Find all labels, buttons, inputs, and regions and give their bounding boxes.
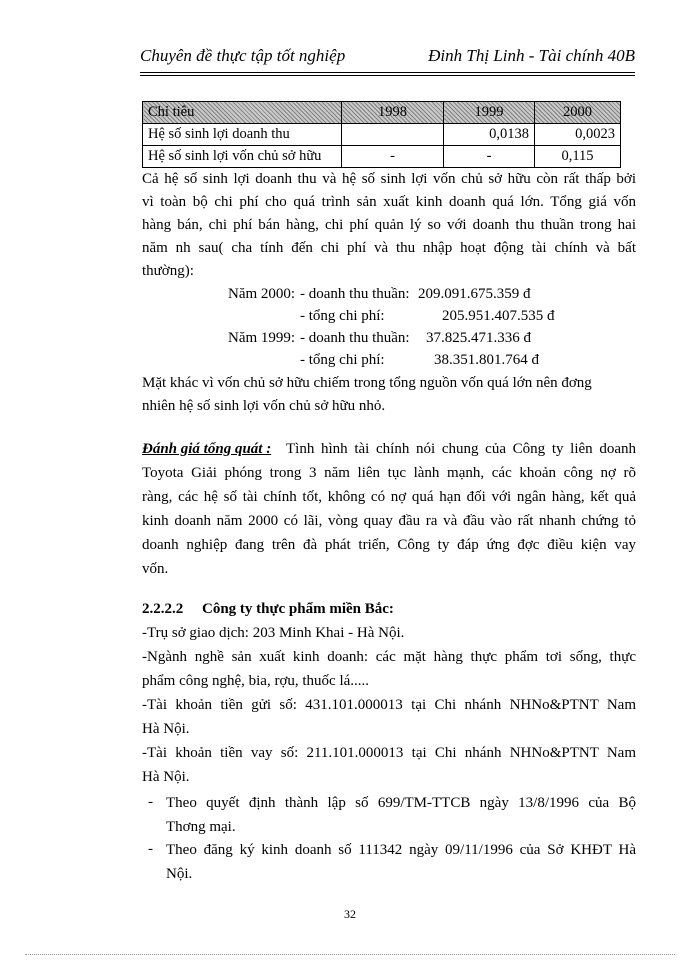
bullet-line: Theo quyết định thành lập số 699/TM-TTCB ngày 13/8/1996 của Bộ [166,795,636,811]
table-header-cell: 1999 [444,102,535,124]
table-cell: 0,0138 [444,124,535,146]
bullet-line: Nội. [166,866,193,882]
table-cell: Hệ số sinh lợi doanh thu [143,124,342,146]
paragraph-line: nhiên hệ số sinh lợi vốn chủ sở hữu nhỏ. [142,398,386,414]
table-cell: - [444,146,535,168]
figure-prefix: Năm 2000: [228,286,296,302]
table-cell [342,124,444,146]
figure-value: 38.351.801.764 đ [434,352,539,368]
figure-prefix: Năm 1999: [228,330,296,346]
table-cell: 0,0023 [535,124,621,146]
paragraph-line: hàng bán, chi phí bán hàng, chi phí quản lý so với doanh thu thuần trong hai [142,217,636,233]
paragraph-line: Cả hệ số sinh lợi doanh thu và hệ số sinh lợi vốn chủ sở hữu còn rất thấp bởi [142,171,636,187]
header-rule [140,72,635,73]
bullet-line: Thơng mại. [166,819,236,835]
ratio-table [142,101,621,168]
header-rule-secondary [140,75,635,76]
section-title: Công ty thực phẩm miền Bắc: [202,601,394,617]
page-number: 32 [344,907,356,921]
table-header-row [143,102,621,124]
paragraph-line: vốn. [142,561,169,577]
header-title: Chuyên đề thực tập tốt nghiệp [140,46,346,65]
bullet-dash: - [148,841,153,857]
info-line: phẩm công nghệ, bia, rợu, thuốc lá..... [142,673,370,689]
info-line: -Tài khoản tiền gửi số: 431.101.000013 tại Chi nhánh NHNo&PTNT Nam [142,697,636,713]
table-header-cell: 2000 [535,102,621,124]
paragraph-line: vì toàn bộ chi phí cho quá trình sản xuất kinh doanh quá lớn. Tổng giá vốn [142,194,636,210]
paragraph-line: Tình hình tài chính nói chung của Công ty liên doanh [286,441,636,457]
paragraph-line: doanh nghiệp đang trên đà phát triển, Công ty đáp ứng đợc điều kiện vay [142,537,636,553]
figure-label: - tổng chi phí: [300,352,385,368]
page-header [140,40,635,76]
table-row [143,124,621,146]
bullet-dash: - [148,794,153,810]
assessment-heading: Đánh giá tổng quát : [142,441,272,457]
table-cell: Hệ số sinh lợi vốn chủ sở hữu [143,146,342,168]
bullet-line: Theo đăng ký kinh doanh số 111342 ngày 09/11/1996 của Sở KHĐT Hà [166,842,636,858]
info-line: -Trụ sở giao dịch: 203 Minh Khai - Hà Nội. [142,625,405,641]
info-line: Hà Nội. [142,769,190,785]
paragraph-line: ràng, các hệ số tài chính tốt, không có nợ quá hạn đối với ngân hàng, kết quả [142,489,636,505]
info-line: -Ngành nghề sản xuất kinh doanh: các mặt hàng thực phẩm tơi sống, thực [142,649,636,665]
figure-label: - tổng chi phí: [300,308,385,324]
paragraph-line: Toyota Giải phóng trong 3 năm liên tục lành mạnh, các khoản công nợ rõ [142,465,636,481]
paragraph-line: thường): [142,263,194,279]
info-line: Hà Nội. [142,721,190,737]
table-header-cell: Chỉ tiêu [143,102,342,124]
table-row [143,146,621,168]
paragraph-line: năm nh sau( cha tính đến chi phí và thu nhập hoạt động tài chính và bất [142,240,636,256]
table-cell: - [342,146,444,168]
table-header-cell: 1998 [342,102,444,124]
assessment-label [142,441,271,458]
figure-label: - doanh thu thuần: [300,330,410,346]
figure-value: 37.825.471.336 đ [426,330,531,346]
info-line: -Tài khoản tiền vay số: 211.101.000013 tại Chi nhánh NHNo&PTNT Nam [142,745,636,761]
header-author: Đinh Thị Linh - Tài chính 40B [428,46,635,65]
paragraph-line: kinh doanh năm 2000 có lãi, vòng quay đầu ra và đầu vào rất nhanh chứng tỏ [142,513,636,529]
figure-value: 209.091.675.359 đ [418,286,531,302]
figure-value: 205.951.407.535 đ [442,308,555,324]
figure-label: - doanh thu thuần: [300,286,410,302]
paragraph-line: Mặt khác vì vốn chủ sở hữu chiếm trong tổng nguồn vốn quá lớn nên đơng [142,375,592,391]
table-cell: 0,115 [535,146,621,168]
page-bottom-rule [25,954,675,955]
section-number: 2.2.2.2 [142,601,184,617]
